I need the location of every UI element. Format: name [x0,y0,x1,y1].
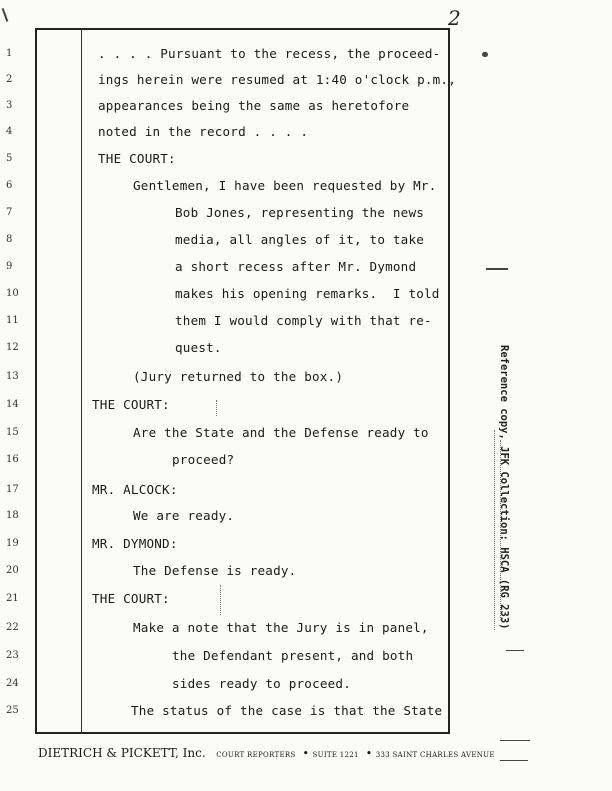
line-number: 20 [6,565,19,576]
transcript-line: The Defense is ready. [133,563,297,578]
transcript-line: Bob Jones, representing the news [175,205,425,220]
line-number: 3 [6,100,13,111]
line-number: 8 [6,234,13,245]
footer-address: 333 SAINT CHARLES AVENUE [375,751,495,759]
line-number: 19 [6,538,19,549]
firm-name: DIETRICH & PICKETT, Inc. [38,746,206,760]
line-number: 17 [6,484,19,495]
transcript-line: makes his opening remarks. I told [175,286,440,301]
scan-artifact [486,268,508,270]
line-number: 1 [6,48,13,59]
scan-artifact [500,440,501,620]
line-number: 10 [6,288,19,299]
line-number: 16 [6,454,19,465]
transcript-line: THE COURT: [92,591,170,606]
footer-suite: SUITE 1221 [312,751,359,759]
scan-artifact [2,8,8,22]
line-number: 7 [6,207,13,218]
transcript-line: noted in the record . . . . [98,124,309,139]
scan-artifact [506,650,524,651]
transcript-line: We are ready. [133,508,235,523]
footer: DIETRICH & PICKETT, Inc. COURT REPORTERS • SUITE 1221 • 333 SAINT CHARLES AVENUE [38,746,495,760]
line-number: 14 [6,399,19,410]
transcript-line: THE COURT: [98,151,176,166]
line-number: 2 [6,74,13,85]
transcript-line: Gentlemen, I have been requested by Mr. [133,178,437,193]
transcript-line: The status of the case is that the State [131,703,443,718]
line-number: 12 [6,342,19,353]
transcript-line: ings herein were resumed at 1:40 o'clock p.m., [98,72,456,87]
line-number: 23 [6,650,19,661]
scan-artifact [494,430,495,630]
line-number: 6 [6,180,13,191]
scan-artifact [500,740,530,741]
scan-artifact [482,52,488,57]
archive-stamp: Reference copy, JFK Collection: HSCA (RG 233) [498,345,510,630]
line-number: 18 [6,510,19,521]
transcript-line: (Jury returned to the box.) [133,369,344,384]
line-number: 15 [6,427,19,438]
margin-rule [81,28,82,734]
transcript-line: MR. ALCOCK: [92,482,178,497]
transcript-line: Make a note that the Jury is in panel, [133,620,429,635]
transcript-line: . . . . Pursuant to the recess, the proceed- [98,46,441,61]
transcript-line: proceed? [172,452,235,467]
scan-artifact [220,585,221,615]
transcript-line: sides ready to proceed. [172,676,351,691]
line-number: 9 [6,261,13,272]
transcript-line: appearances being the same as heretofore [98,98,410,113]
line-number: 13 [6,371,19,382]
line-number: 25 [6,705,19,716]
scan-artifact [216,400,217,416]
transcript-line: Are the State and the Defense ready to [133,425,429,440]
footer-reporters: COURT REPORTERS [216,751,296,759]
transcript-line: media, all angles of it, to take [175,232,425,247]
line-number: 22 [6,622,19,633]
line-number: 4 [6,126,13,137]
transcript-line: the Defendant present, and both [172,648,414,663]
transcript-line: MR. DYMOND: [92,536,178,551]
transcript-line: quest. [175,340,222,355]
transcript-line: them I would comply with that re- [175,313,432,328]
line-number: 5 [6,153,13,164]
line-number: 11 [6,315,19,326]
scan-artifact [500,760,528,761]
transcript-line: a short recess after Mr. Dymond [175,259,417,274]
transcript-line: THE COURT: [92,397,170,412]
line-number: 24 [6,678,19,689]
line-number: 21 [6,593,19,604]
page-number: 2 [448,6,461,30]
